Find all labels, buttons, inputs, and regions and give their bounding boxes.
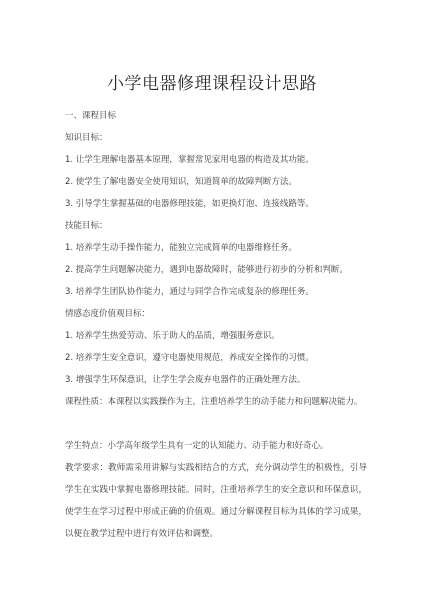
knowledge-goal-item: 1. 让学生理解电器基本原理，掌握常见家用电器的构造及其功能。 [65, 155, 314, 165]
knowledge-goal-item: 2. 使学生了解电器安全使用知识，知道简单的故障判断方法。 [65, 177, 297, 187]
section-heading-course-goals: 一、课程目标 [65, 111, 117, 121]
teaching-requirements-paragraph: 教学要求：教师需采用讲解与实践相结合的方式，充分调动学生的积极性，引导学生在实践中掌握电器修理技能。同时，注重培养学生的安全意识和环保意识，使学生在学习过程中形成正确的价值观。通过分解课程目标为具体的学习成果，以便在教学过程中进行有效评估和调整。 [65, 463, 367, 539]
skill-goal-item: 2. 提高学生问题解决能力，遇到电器故障时，能够进行初步的分析和判断。 [65, 265, 348, 275]
student-traits-paragraph: 学生特点：小学高年级学生具有一定的认知能力、动手能力和好奇心。 [65, 441, 329, 451]
skill-goal-item: 1. 培养学生动手操作能力，能独立完成简单的电器维修任务。 [65, 243, 297, 253]
skill-goal-item: 3. 培养学生团队协作能力，通过与同学合作完成复杂的修理任务。 [65, 287, 314, 297]
attitude-goal-item: 3. 增强学生环保意识，让学生学会废弃电器件的正确处理方法。 [65, 375, 306, 385]
knowledge-goal-item: 3. 引导学生掌握基础的电器修理技能，如更换灯泡、连接线路等。 [65, 199, 314, 209]
course-nature-paragraph: 课程性质：本课程以实践操作为主，注重培养学生的动手能力和问题解决能力。 [65, 397, 363, 407]
attitude-goals-heading: 情感态度价值观目标： [65, 309, 151, 319]
document-title: 小学电器修理课程设计思路 [107, 74, 317, 94]
attitude-goal-item: 1. 培养学生热爱劳动、乐于助人的品质，增强服务意识。 [65, 331, 280, 341]
knowledge-goals-heading: 知识目标： [65, 133, 108, 143]
skill-goals-heading: 技能目标： [65, 221, 108, 231]
attitude-goal-item: 2. 培养学生安全意识，遵守电器使用规范，养成安全操作的习惯。 [65, 353, 314, 363]
